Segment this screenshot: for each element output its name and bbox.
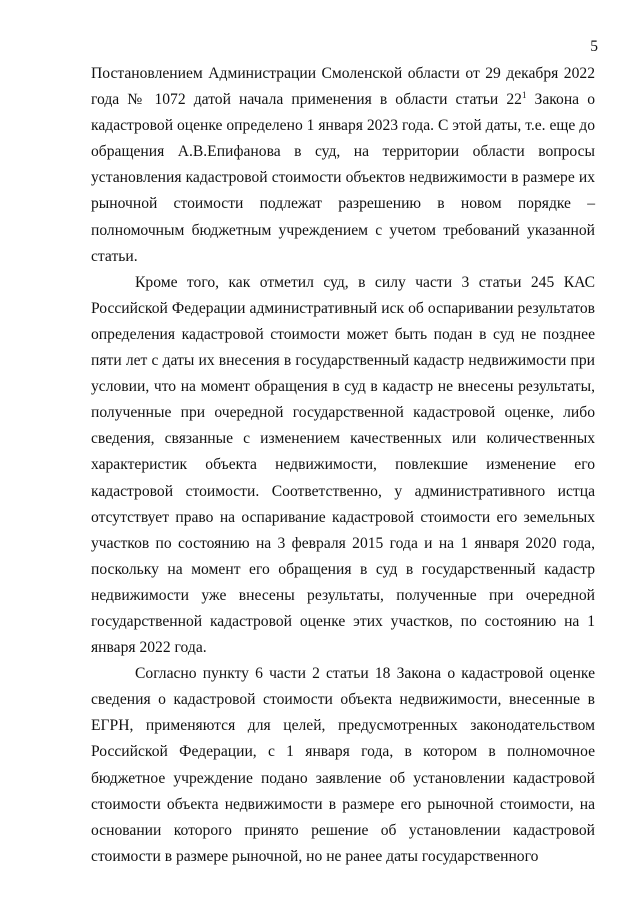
paragraph-1-text-start: Постановлением Администрации Смоленской области от 29 декабря 2022 года № 1072 датой начала применения в области статьи 22 [91,65,595,109]
page-number: 5 [590,38,598,55]
paragraph-1-text-end: Закона о кадастровой оценке определено 1 января 2023 года. С этой даты, т.е. еще до обращения А.В.Епифанова в суд, на территории области вопросы установления кадастровой стоимости объектов недвижимости в размере их рыночной стоимости подлежат разрешению в новом порядке – полномочным бюджетным учреждением с учетом требований указанной статьи. [91,91,595,265]
document-body [91,61,595,870]
superscript-article-index: 1 [521,89,527,100]
paragraph-1 [91,61,595,270]
paragraph-2: Кроме того, как отметил суд, в силу части 3 статьи 245 КАС Российской Федерации административный иск об оспаривании результатов определения кадастровой стоимости может быть подан в суд не позднее пяти лет с даты их внесения в государственный кадастр недвижимости при условии, что на момент обращения в суд в кадастр не внесены результаты, полученные при очередной государственной кадастровой оценке, либо сведения, связанные с изменением качественных или количественных характеристик объекта недвижимости, повлекшие изменение его кадастровой стоимости. Соответственно, у административного истца отсутствует право на оспаривание кадастровой стоимости его земельных участков по состоянию на 3 февраля 2015 года и на 1 января 2020 года, поскольку на момент его обращения в суд в государственный кадастр недвижимости уже внесены результаты, полученные при очередной государственной кадастровой оценке этих участков, по состоянию на 1 января 2022 года. [91,273,595,657]
paragraph-3: Согласно пункту 6 части 2 статьи 18 Закона о кадастровой оценке сведения о кадастровой стоимости объекта недвижимости, внесенные в ЕГРН, применяются для целей, предусмотренных законодательством Российской Федерации, с 1 января года, в котором в полномочное бюджетное учреждение подано заявление об установлении кадастровой стоимости объекта недвижимости в размере его рыночной стоимости, на основании которого принято решение об установлении кадастровой стоимости в размере рыночной, но не ранее даты государственного [91,665,595,865]
